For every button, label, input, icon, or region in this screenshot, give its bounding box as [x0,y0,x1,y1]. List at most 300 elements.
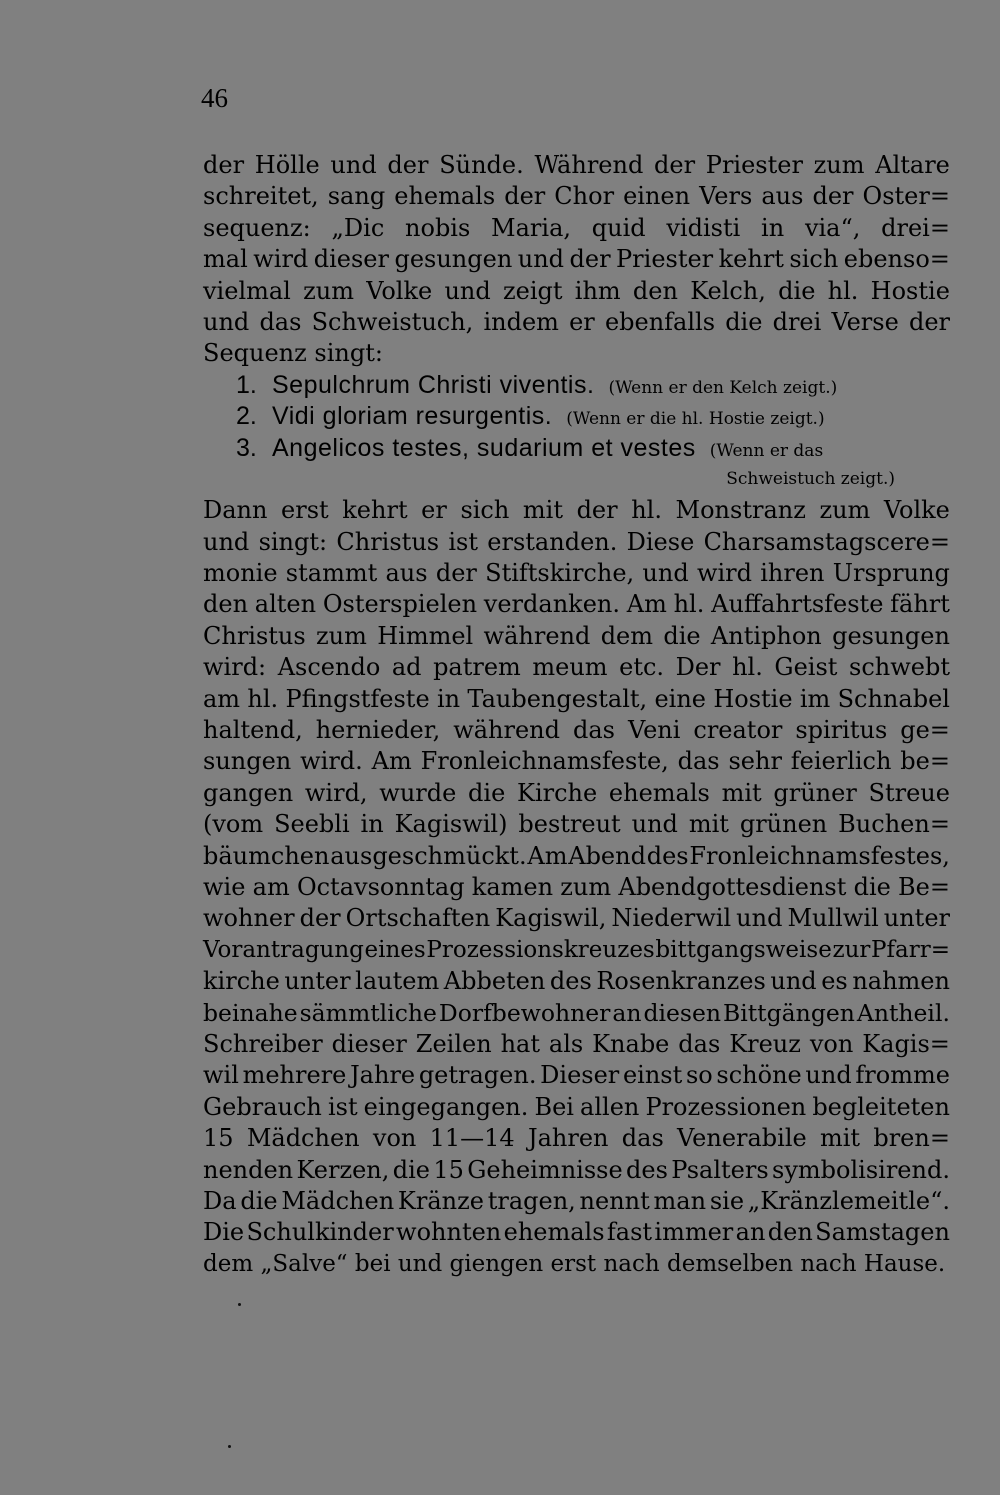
page-number: 46 [201,83,228,113]
word: schwebt [849,653,950,682]
word: die [725,307,763,336]
word: 15 [433,1155,464,1184]
word: gesungen [832,621,950,650]
word: Osterspielen [322,590,478,619]
word: sungen [203,747,292,776]
word: sich [460,496,510,525]
word: während [483,621,591,650]
word: schöne [716,1061,802,1090]
word: Be= [898,872,950,901]
word: Am [527,841,568,870]
sequence-text: Sepulchrum Christi viventis. [272,370,595,399]
word: und [770,967,817,996]
word: unter [284,967,351,996]
word: man [653,1186,707,1215]
word: fast [606,1218,653,1247]
word: patrem [433,653,521,682]
word: begleiteten [812,1092,950,1121]
word: Altare [875,151,950,179]
sequence-note-continuation: Schweistuch zeigt.) [726,468,895,489]
word: wurde [379,778,457,807]
word: indem [483,307,559,336]
word: schreitet, [203,182,319,211]
text-line [203,684,950,715]
word: und [642,559,689,588]
word: ebenfalls [604,307,716,336]
word: „Kränzlemeitle“. [747,1186,950,1215]
word: mit [688,810,729,839]
text-line [203,935,950,966]
word: der [203,151,245,179]
word: wird. [300,747,363,776]
word: den [767,1218,813,1247]
word: Pfarr= [871,936,950,963]
word: nobis [405,213,471,242]
word: Schnabel [837,684,950,713]
word: tragen, [487,1186,576,1215]
word: Sünde. [439,151,524,179]
sequence-number: 1. [236,370,257,399]
word: Venerabile [677,1124,807,1153]
text-line [203,998,950,1029]
word: hl. [827,276,859,305]
word: in [436,684,461,713]
word: Ortschaften [345,904,491,933]
word: ehemals [503,1218,605,1247]
word: den [632,276,678,305]
word: grünen [739,810,828,839]
sequence-note: (Wenn er die hl. Hostie zeigt.) [566,409,825,430]
word: das [677,747,720,776]
word: beinahe [203,998,298,1027]
word: fährt [890,590,950,619]
word: hl. [631,496,662,525]
word: wohnten [396,1218,502,1247]
word: Priester [705,151,803,179]
word: eine [654,684,706,713]
word: zur [832,936,871,963]
word: Kelch, [690,276,766,305]
text-line [203,244,950,275]
word: gesungen [394,245,513,274]
word: Kränze [397,1186,484,1215]
word: Ursprung [832,559,950,588]
word: ihren [760,559,825,588]
word: haltend, [203,716,303,745]
word: meum [532,653,608,682]
text-line [203,872,950,903]
word: 11—14 [429,1124,515,1153]
word: ge= [900,716,950,745]
word: kehrt [718,245,784,274]
word: während [453,716,560,745]
word: bittgangsweise [655,936,832,963]
word: Himmel [377,621,474,650]
word: der [299,904,341,933]
word: eingegangen. [363,1092,529,1121]
word: be= [900,747,950,776]
word: Bei [534,1092,574,1121]
sequence-list [203,370,950,464]
word: Dorfbewohner [438,998,611,1027]
word: die [468,778,506,807]
word: wird [696,559,752,588]
paragraph-1 [203,150,950,370]
text-line [203,527,950,558]
word: Prozessionen [645,1092,807,1121]
word: der [387,151,429,179]
word: Abendgottesdienst [618,872,847,901]
word: Fronleichnamsfestes, [689,841,950,870]
text-line [203,589,950,620]
word: Bittgängen [722,998,855,1027]
word: Schulkinder [246,1218,394,1247]
word: das [259,307,302,336]
word: Der [675,653,721,682]
word: Ascendo [277,653,381,682]
paragraph-2 [203,495,950,1280]
speck-mark [238,1303,241,1306]
word: ist [448,527,479,556]
word: Abbeten [443,967,546,996]
word: des [549,967,592,996]
sequence-item [203,433,950,464]
word: Jahren [527,1124,609,1153]
word: bestreut [518,810,621,839]
word: grüner [773,778,857,807]
word: und [203,307,250,336]
word: Antheil. [856,998,950,1027]
word: Oster= [862,182,950,211]
word: Hostie [713,684,793,713]
speck-mark [228,1445,231,1448]
word: drei= [881,213,950,242]
word: gangen [203,778,294,807]
text-line [203,621,950,652]
word: (vom [203,810,264,839]
word: sequenz: [203,213,311,242]
text-line [203,1092,950,1123]
word: hl. [732,653,763,682]
word: Kagiswil, [495,904,607,933]
word: sie [709,1186,745,1215]
word: hat [500,1029,540,1058]
word: Volke [883,496,950,525]
word: an [735,1218,766,1247]
word: das [621,1124,664,1153]
word: Kagiswil) [394,810,508,839]
word: kehrt [342,496,408,525]
word: bren= [873,1124,950,1153]
text-line [203,307,950,338]
text-line [203,746,950,777]
word: Stiftskirche, [485,559,635,588]
word: Auffahrtsfeste [711,590,884,619]
word: Monstranz [675,496,806,525]
word: 15 [203,1124,234,1153]
word: lautem [355,967,440,996]
word: die [778,276,816,305]
word: Mädchen [246,1124,360,1153]
text-line [203,809,950,840]
word: bäumchen [203,841,330,870]
word: Octavsonntag [296,872,465,901]
word: der [435,559,477,588]
word: Rosenkranzes [596,967,766,996]
word: des [626,1155,668,1184]
word: dem [600,621,654,650]
word: an [612,998,642,1027]
word: Buchen= [838,810,950,839]
word: das [678,1029,721,1058]
word: Priester [616,245,714,274]
word: „Dic [331,213,385,242]
word: in [360,810,384,839]
word: Volke [366,276,433,305]
text-line [203,715,950,746]
word: mehrere [242,1061,347,1090]
word: vielmal [203,276,291,305]
text-line [203,150,950,181]
sequence-number: 3. [236,433,257,462]
word: Hostie [870,276,950,305]
word: Streue [868,778,950,807]
word: den [203,590,249,619]
word: wie [203,872,246,901]
word: und [736,904,783,933]
word: wohner [203,904,295,933]
word: er [421,496,447,525]
word: sehr [728,747,782,776]
word: Pfingstfeste [285,684,430,713]
word: von [809,1029,854,1058]
word: Kagis= [862,1029,950,1058]
word: der [504,182,546,211]
sequence-note: (Wenn er den Kelch zeigt.) [608,377,838,398]
text-line [203,558,950,589]
word: Gebrauch [203,1092,322,1121]
word: Christus [336,527,440,556]
word: Antiphon [710,621,822,650]
word: Abend [568,841,646,870]
word: aus [761,182,804,211]
word: so [685,1061,713,1090]
text-line [203,1123,950,1154]
word: die [392,1155,430,1184]
word: Da [203,1186,237,1215]
word: mit [522,496,563,525]
word: Diese [626,527,695,556]
word: sich [789,245,839,274]
word: feierlich [790,747,892,776]
word: unter [883,904,950,933]
word: Mullwil [787,904,879,933]
word: Verse [831,307,899,336]
word: es [821,967,848,996]
word: wil [203,1061,239,1090]
text-line [203,276,950,307]
word: stammt [285,559,378,588]
word: zum [560,872,612,901]
word: diesen [643,998,722,1027]
word: Mädchen [281,1186,395,1215]
word: Samstagen [815,1218,950,1247]
word: und [444,276,491,305]
word: Schweistuch, [311,307,474,336]
word: nennt [579,1186,650,1215]
word: allen [580,1092,640,1121]
word: alten [254,590,317,619]
word: Hölle [254,151,320,179]
word: Maria, [491,213,572,242]
word: und [631,810,678,839]
word: Vers [699,182,753,211]
word: Kerzen, [296,1155,390,1184]
sequence-note: (Wenn er das [709,440,824,461]
word: zum [316,621,367,650]
word: wird [253,245,309,274]
word: nahmen [852,967,950,996]
word: und [330,151,377,179]
word: zeigt [503,276,563,305]
word: Chor [554,182,615,211]
word: am [252,872,290,901]
word: in [761,213,785,242]
page-body [203,150,950,1280]
text-line [203,652,950,683]
word: hl. [247,684,279,713]
word: des [646,841,689,870]
text-line [203,903,950,934]
word: der [569,245,611,274]
word: via“, [804,213,861,242]
word: Taubengestalt, [467,684,648,713]
word: Am [371,747,412,776]
word: Jahre [350,1061,416,1090]
word: Geheimnisse [467,1155,623,1184]
text-line [203,841,950,872]
word: Veni [627,716,681,745]
word: monie [203,559,278,588]
word: Knabe [592,1029,670,1058]
sequence-number: 2. [236,402,257,431]
word: mal [203,245,248,274]
word: singt: [258,527,328,556]
word: hernieder, [315,716,441,745]
word: das [572,716,615,745]
word: zum [813,151,865,179]
text-line [203,1186,950,1217]
text-line: Sequenz singt: [203,339,383,368]
word: Psalters [671,1155,769,1184]
word: und [805,1061,852,1090]
word: Seebli [274,810,350,839]
word: der [576,496,618,525]
word: ebenso= [843,245,950,274]
word: hl. [673,590,705,619]
word: Kreuz [729,1029,801,1058]
word: die [663,621,701,650]
word: zum [819,496,871,525]
word: wird, [304,778,368,807]
word: dieser [313,245,389,274]
text-line [203,495,950,526]
word: Prozessionskreuzes [426,936,655,963]
text-line [203,1217,950,1248]
text-line [203,1029,950,1060]
word: Zeilen [415,1029,492,1058]
word: ehemals [394,182,496,211]
word: Fronleichnamsfeste, [420,747,669,776]
word: einst [622,1061,683,1090]
word: verdanken. [483,590,620,619]
word: ist [327,1092,358,1121]
word: Dann [203,496,268,525]
word: Dieser [540,1061,620,1090]
word: ihm [574,276,621,305]
word: im [799,684,831,713]
word: mit [820,1124,861,1153]
text-line: dem „Salve“ bei und giengen erst nach demselben nach Hause. [203,1250,946,1277]
word: Niederwil [611,904,732,933]
text-line [203,778,950,809]
word: mit [721,778,762,807]
word: der [812,182,854,211]
word: Schreiber [203,1029,323,1058]
sequence-item [203,401,950,432]
text-line [203,1155,950,1186]
word: vidisti [666,213,741,242]
word: als [548,1029,584,1058]
sequence-text: Vidi gloriam resurgentis. [272,402,553,431]
word: quid [591,213,646,242]
word: ad [391,653,422,682]
word: der [908,307,950,336]
word: Kirche [517,778,598,807]
word: symbolisirend. [772,1155,950,1184]
word: immer [654,1218,734,1247]
text-line [203,966,950,997]
word: einen [623,182,691,211]
word: Am [626,590,667,619]
word: creator [693,716,783,745]
word: dieser [331,1029,407,1058]
text-line [203,213,950,244]
word: kamen [471,872,554,901]
word: Geist [774,653,838,682]
word: sang [327,182,386,211]
word: nenden [203,1155,294,1184]
word: Während [534,151,644,179]
word: Vorantragung [203,936,364,963]
word: er [569,307,595,336]
word: der [654,151,696,179]
text-line [203,1060,950,1091]
word: kirche [203,967,280,996]
word: ehemals [608,778,710,807]
word: am [203,684,241,713]
word: fromme [855,1061,950,1090]
word: sämmtliche [299,998,437,1027]
text-line [203,181,950,212]
word: Charsamstagscere= [703,527,950,556]
word: von [372,1124,417,1153]
word: drei [772,307,822,336]
word: etc. [619,653,665,682]
word: getragen. [418,1061,537,1090]
word: eines [364,936,426,963]
word: ausgeschmückt. [330,841,527,870]
